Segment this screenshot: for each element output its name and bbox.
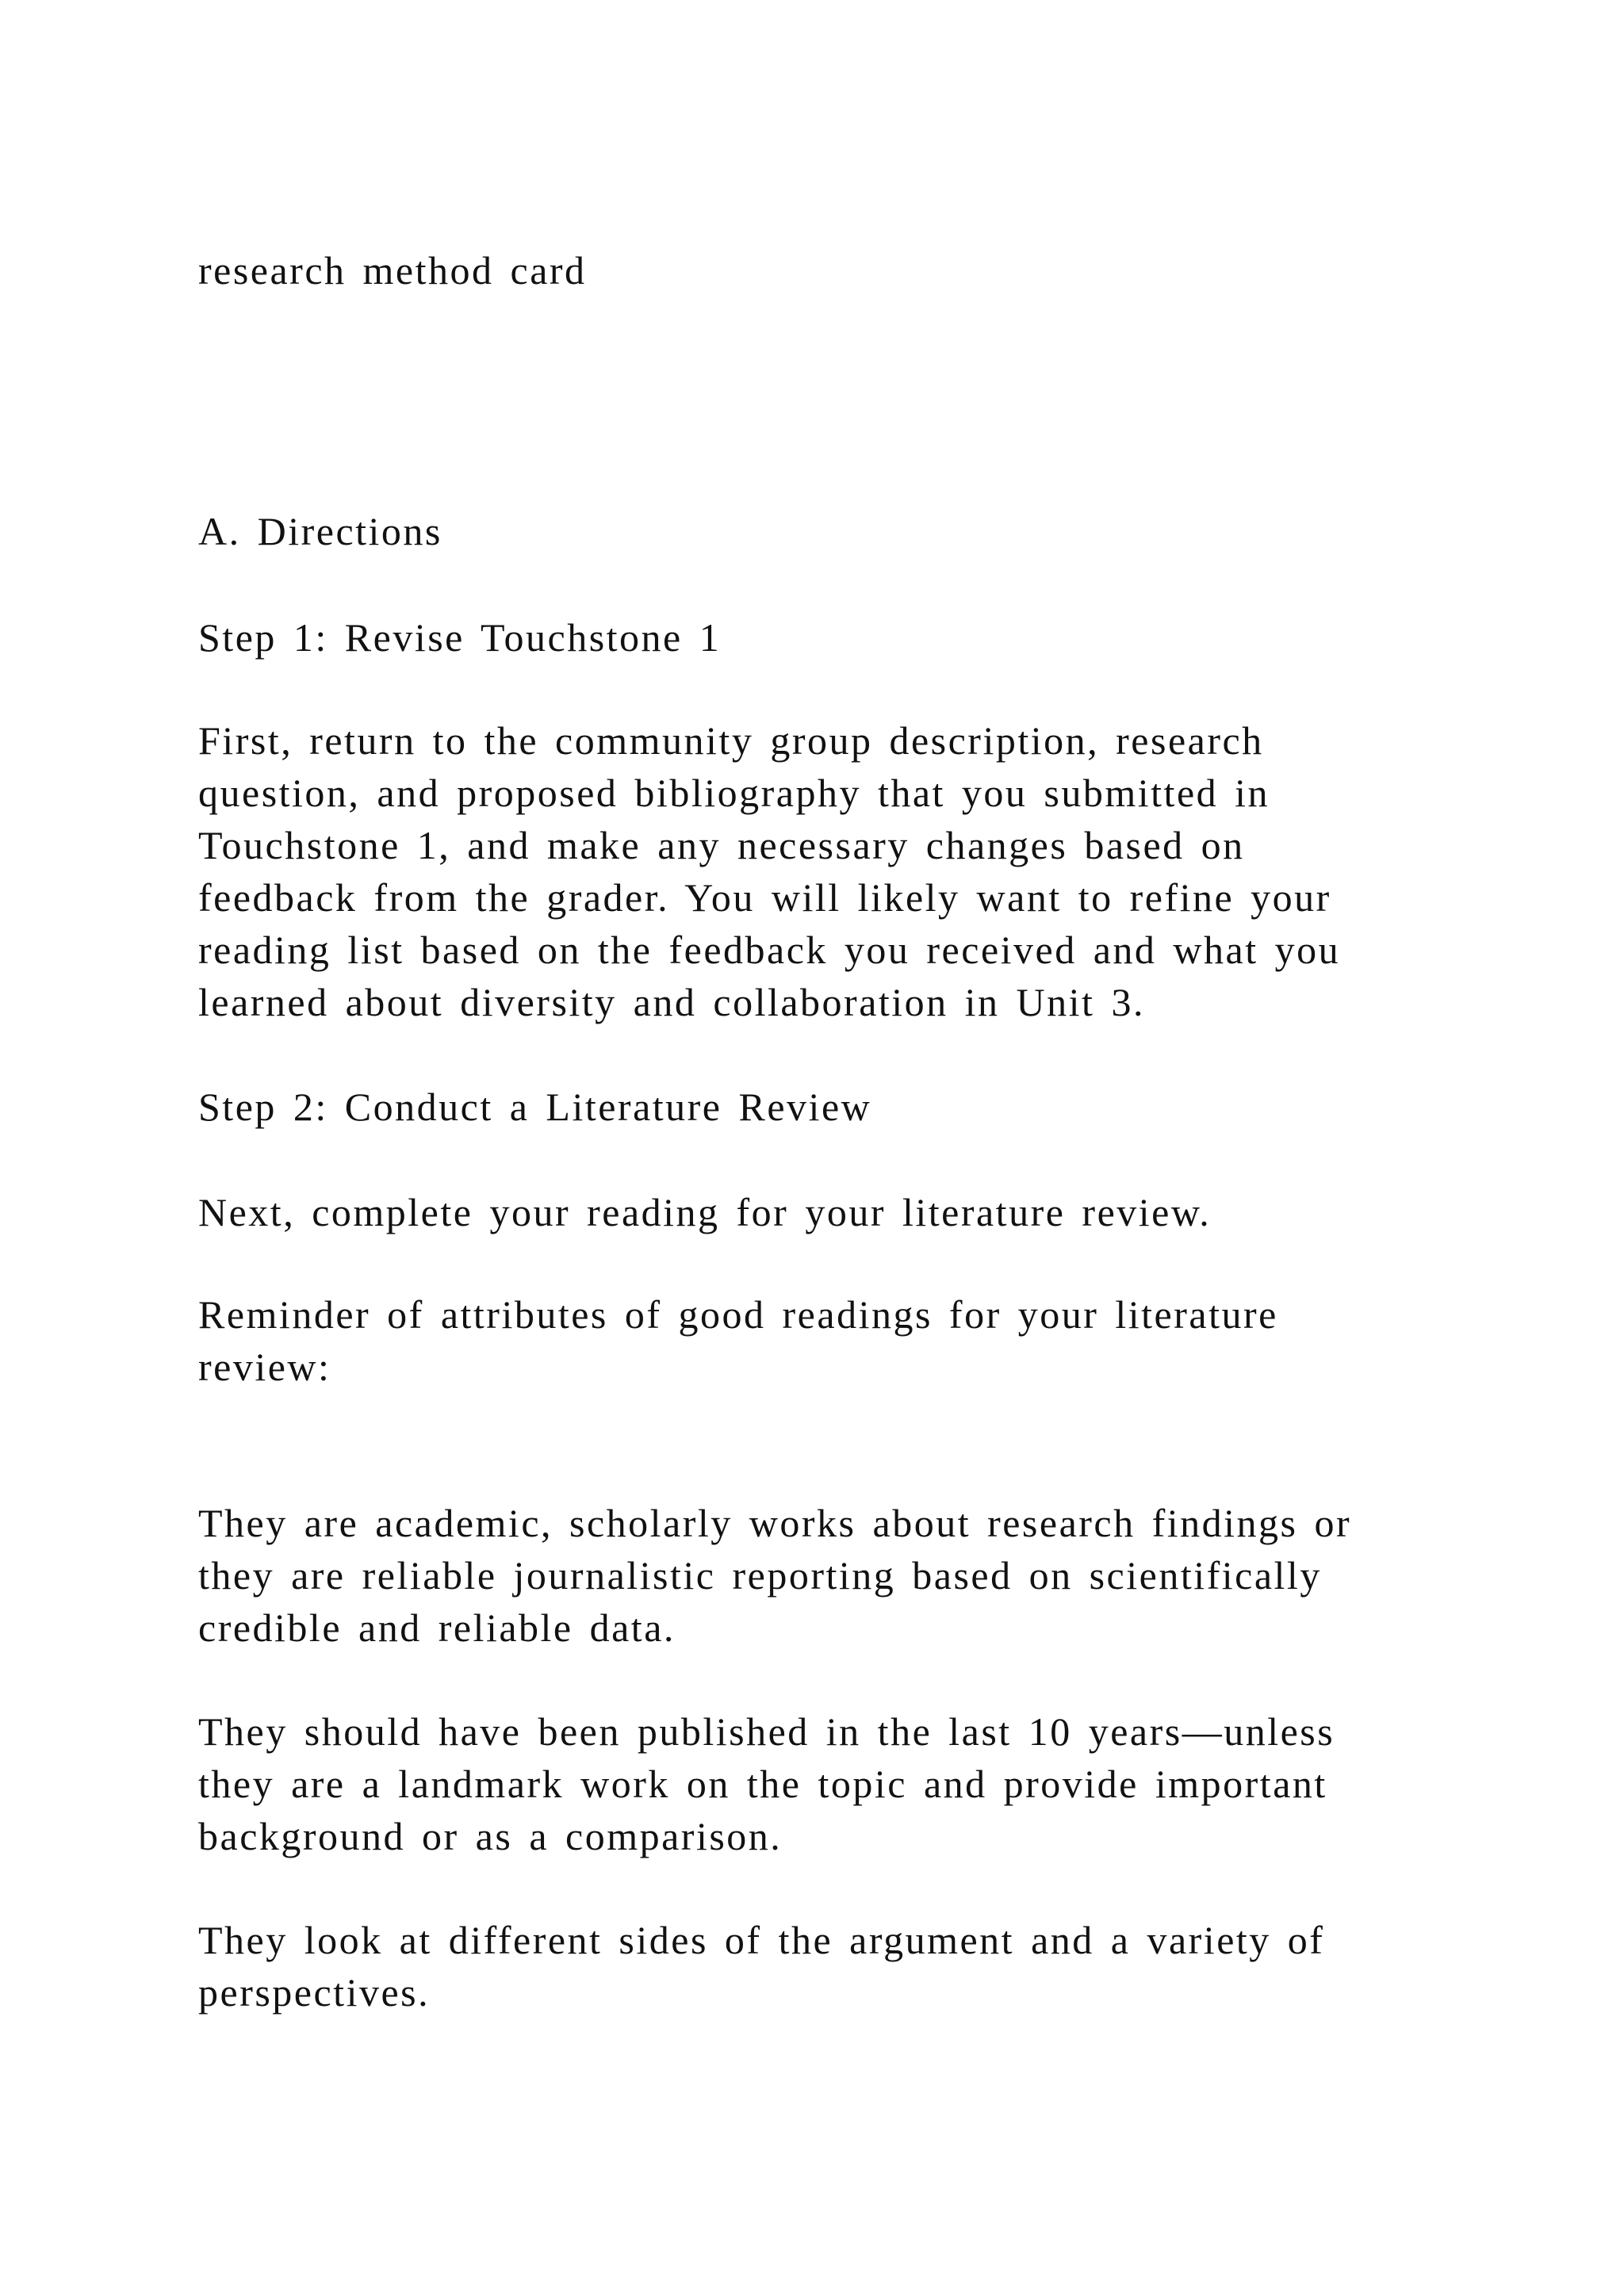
step1-heading: Step 1: Revise Touchstone 1	[198, 615, 722, 660]
step1-paragraph: First, return to the community group description, research question, and proposed bibliography that you submitted in Touchstone 1, and make any necessary changes based on feedback from the grader. You will likely want to refine your reading list based on the feedback you received and what you learned about diversity and collaboration in Unit 3.	[198, 718, 1341, 1024]
reminder-paragraph: Reminder of attributes of good readings for your literature review:	[198, 1292, 1278, 1389]
step2-heading: Step 2: Conduct a Literature Review	[198, 1085, 872, 1129]
step2-paragraph: Next, complete your reading for your literature review.	[198, 1190, 1212, 1234]
attribute-item: They should have been published in the last 10 years—unless they are a landmark work on the topic and provide important background or as a comparison.	[198, 1709, 1335, 1858]
section-heading-directions: A. Directions	[198, 509, 442, 553]
attribute-item: They look at different sides of the argument and a variety of perspectives.	[198, 1918, 1325, 2015]
attribute-item: They are academic, scholarly works about research findings or they are reliable journalistic reporting based on scientifically credible and reliable data.	[198, 1501, 1352, 1650]
document-title: research method card	[198, 248, 587, 293]
